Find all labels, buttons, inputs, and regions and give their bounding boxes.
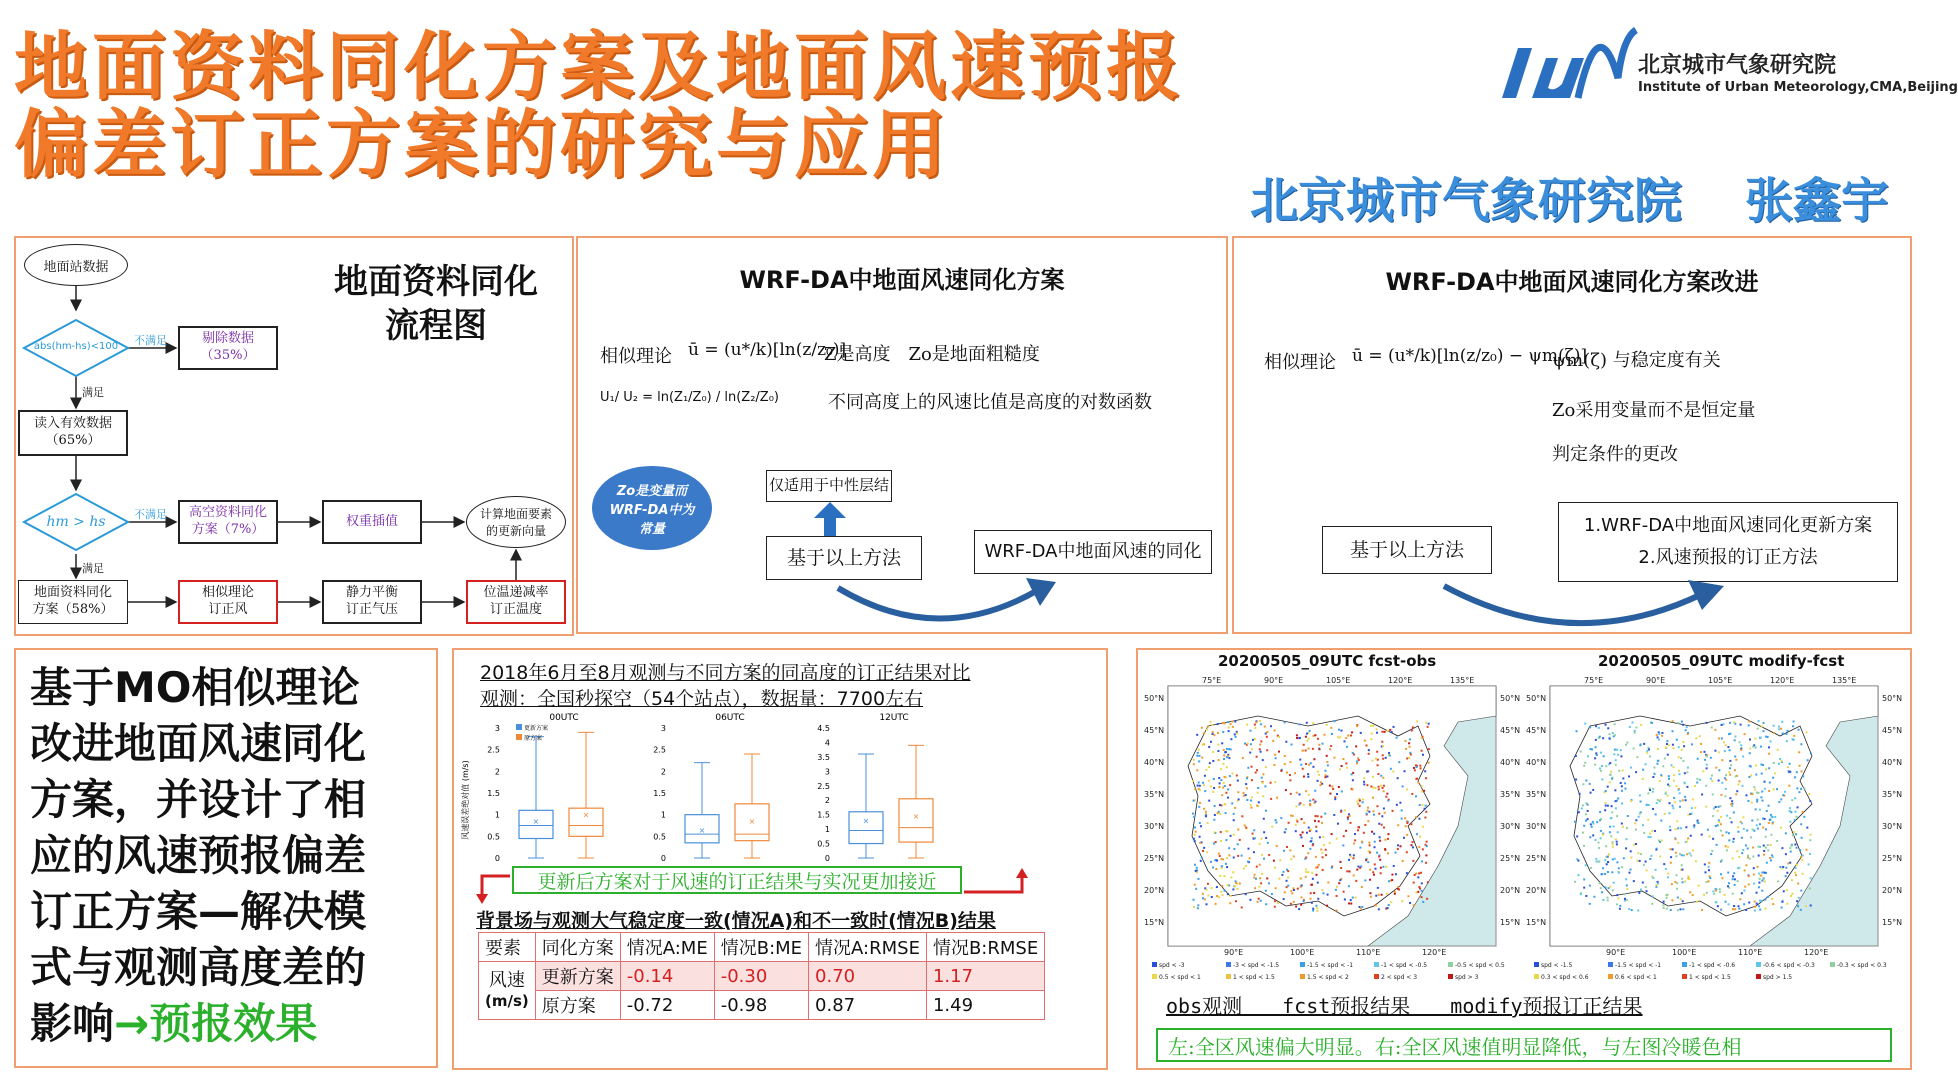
map-right-lat-tick: 35°N	[1882, 790, 1903, 799]
boxplot-mean-marker: ×	[862, 816, 870, 826]
boxplot-ytick: 2	[660, 767, 666, 777]
map-left-lat-tick: 45°N	[1526, 726, 1547, 735]
table-header-cell: 情况B:ME	[714, 933, 808, 962]
boxplot-ytick: 0	[494, 854, 500, 863]
map-legend-item: -1.5 < spd < -1	[1300, 962, 1353, 969]
boxplot-mean-marker: ×	[582, 810, 590, 820]
flow-start: 地面站数据	[24, 244, 128, 286]
table-row	[479, 962, 1045, 991]
table-cell: 原方案	[535, 991, 620, 1020]
map-legend-item: -1.5 < spd < -1	[1608, 962, 1661, 969]
wrf-z-desc: Z是高度 Zo是地面粗糙度	[824, 344, 1040, 365]
map-right-lat-tick: 25°N	[1882, 854, 1903, 863]
map-legend-item: 2 < spd < 3	[1374, 974, 1417, 981]
map-left-lat-tick: 40°N	[1144, 758, 1165, 767]
table-row	[479, 991, 1045, 1020]
institute-logo	[1488, 18, 1958, 128]
ium-logo-icon	[1488, 18, 1638, 128]
improve-title: WRF-DA中地面风速同化方案改进	[1385, 268, 1759, 296]
map1-title: 20200505_09UTC fcst-obs	[1218, 652, 1437, 670]
wrf-theory-label: 相似理论	[600, 346, 672, 367]
boxplot-ytick: 2.5	[487, 745, 500, 755]
map-top-tick: 75°E	[1202, 676, 1222, 685]
map-right-lat-tick: 50°N	[1500, 694, 1521, 703]
boxplot-ytick: 2	[824, 796, 830, 806]
wrf-scheme-panel	[576, 236, 1228, 634]
boxplot-ytick: 2.5	[653, 745, 666, 755]
boxplot-ytick: 2.5	[817, 781, 830, 791]
map-legend-item: spd > 3	[1448, 974, 1478, 981]
compare-note: 更新后方案对于风速的订正结果与实况更加接近	[512, 866, 962, 894]
flow-no-2: 不满足	[134, 508, 167, 521]
table-header-cell: 情况A:ME	[620, 933, 714, 962]
boxplot-ytick: 4	[824, 738, 830, 748]
summary-line: 式与观测高度差的	[30, 943, 367, 992]
map-top-tick: 105°E	[1708, 676, 1733, 685]
summary-line: 应的风速预报偏差	[30, 831, 367, 880]
curved-arrow-icon-2	[1434, 572, 1734, 634]
boxplot-chart	[454, 710, 1106, 870]
legend-swatch	[516, 724, 522, 730]
table-header-cell: 情况A:RMSE	[809, 933, 927, 962]
wrf-scheme-title: WRF-DA中地面风速同化方案	[739, 266, 1065, 294]
curved-arrow-icon	[828, 568, 1068, 632]
map-left-lat-tick: 30°N	[1526, 822, 1547, 831]
map-left-lat-tick: 25°N	[1144, 854, 1165, 863]
wrf-based-box: 基于以上方法	[766, 536, 922, 580]
boxplot-panel-title: 12UTC	[879, 713, 909, 723]
map-right-lat-tick: 35°N	[1500, 790, 1521, 799]
summary-text	[30, 660, 366, 1052]
boxplot-mean-marker: ×	[748, 817, 756, 827]
improve-based-box: 基于以上方法	[1322, 526, 1492, 574]
author-institute: 北京城市气象研究院	[1250, 173, 1683, 229]
map-right-lat-tick: 15°N	[1500, 918, 1521, 927]
map-left-lat-tick: 35°N	[1526, 790, 1547, 799]
improve-cond-desc: 判定条件的更改	[1552, 444, 1678, 465]
map-legend-item: -0.5 < spd < 0.5	[1448, 962, 1505, 969]
logo-name-en: Institute of Urban Meteorology,CMA,Beijing	[1638, 80, 1958, 95]
wrf-improve-panel	[1232, 236, 1912, 634]
wrf-ratio: U₁/ U₂ = ln(Z₁/Z₀) / ln(Z₂/Z₀)	[600, 390, 779, 405]
table-cell: 0.87	[809, 991, 927, 1020]
map-legend-item: spd < -3	[1152, 962, 1185, 969]
flowchart-title: 地面资料同化 流程图	[334, 262, 538, 347]
boxplot-mean-marker: ×	[912, 812, 920, 822]
map-left-lat-tick: 50°N	[1526, 694, 1547, 703]
boxplot-panel-title: 00UTC	[549, 713, 579, 723]
flow-upper-box: 高空资料同化 方案（7%）	[178, 500, 278, 544]
boxplot-panel-title: 06UTC	[715, 713, 745, 723]
flow-yes-1: 满足	[82, 386, 104, 399]
boxplot-ytick: 4.5	[817, 724, 830, 733]
boxplot-ytick: 0	[660, 854, 666, 863]
maps-panel	[1136, 648, 1912, 1070]
map-left-lat-tick: 20°N	[1144, 886, 1165, 895]
map1-legend	[1152, 962, 1522, 990]
map-top-tick: 75°E	[1584, 676, 1604, 685]
results-table	[478, 932, 1045, 1020]
map-legend-item: 1 < spd < 1.5	[1682, 974, 1731, 981]
map-legend-item: spd > 1.5	[1756, 974, 1792, 981]
boxplot-ytick: 1.5	[653, 789, 666, 798]
map-left-lat-tick: 30°N	[1144, 822, 1165, 831]
table-cell: 0.70	[809, 962, 927, 991]
map-right-lat-tick: 40°N	[1500, 758, 1521, 767]
map-left-lat-tick: 15°N	[1144, 918, 1165, 927]
boxplot-ytick: 3.5	[817, 752, 830, 762]
summary-line-last: 影响→预报效果	[30, 999, 318, 1048]
map-right-lat-tick: 30°N	[1882, 822, 1903, 831]
map2-title: 20200505_09UTC modify-fcst	[1598, 652, 1845, 670]
map-bottom-tick: 90°E	[1606, 948, 1626, 957]
map-legend-item: -0.3 < spd < 0.3	[1830, 962, 1887, 969]
map-left-lat-tick: 40°N	[1526, 758, 1547, 767]
flow-remove-box: 剔除数据 （35%）	[178, 326, 278, 370]
summary-line: 基于MO相似理论	[30, 663, 360, 712]
map-right-lat-tick: 30°N	[1500, 822, 1521, 831]
map-legend-item: -3 < spd < -1.5	[1226, 962, 1279, 969]
wrf-result-box: WRF-DA中地面风速的同化	[974, 530, 1212, 574]
legend-label: 原方案	[524, 735, 543, 742]
table-cell: 1.17	[926, 962, 1044, 991]
comparison-panel	[452, 648, 1108, 1070]
map-legend-item: 0.5 < spd < 1	[1152, 974, 1201, 981]
table-cell: -0.30	[714, 962, 808, 991]
improve-z0-desc: Zo采用变量而不是恒定量	[1552, 400, 1756, 421]
improve-psi-desc: ψm(ζ) 与稳定度有关	[1552, 350, 1721, 371]
map-top-tick: 135°E	[1450, 676, 1475, 685]
map-top-tick: 90°E	[1264, 676, 1284, 685]
map-legend-item: -0.6 < spd < -0.3	[1756, 962, 1815, 969]
map-top-tick: 120°E	[1388, 676, 1413, 685]
map-right-lat-tick: 20°N	[1882, 886, 1903, 895]
map-right-lat-tick: 45°N	[1500, 726, 1521, 735]
flow-valid-box: 读入有效数据 （65%）	[18, 410, 128, 456]
compare-head-1: 2018年6月至8月观测与不同方案的同高度的订正结果对比	[480, 662, 971, 684]
flow-surface-box: 地面资料同化 方案（58%）	[18, 580, 128, 624]
map-bottom-tick: 100°E	[1672, 948, 1697, 957]
map-caption: obs观测 fcst预报结果 modify预报订正结果	[1166, 994, 1643, 1018]
map-left-lat-tick: 45°N	[1144, 726, 1165, 735]
legend-label: 更新方案	[524, 725, 549, 732]
compare-head-2: 观测：全国秒探空（54个站点），数据量：7700左右	[480, 688, 924, 710]
boxplot-ylabel: 风速误差绝对值 (m/s)	[461, 760, 470, 840]
map-legend-item: -1 < spd < -0.5	[1374, 962, 1427, 969]
table-cell: -0.14	[620, 962, 714, 991]
boxplot-ytick: 0.5	[817, 839, 830, 849]
boxplot-ytick: 0.5	[653, 832, 666, 842]
up-arrow-icon	[810, 502, 850, 538]
improve-result-box: 1.WRF-DA中地面风速同化更新方案 2.风速预报的订正方法	[1558, 502, 1898, 582]
map-legend-item: 1 < spd < 1.5	[1226, 974, 1275, 981]
summary-arrow: →	[114, 999, 150, 1048]
table-title: 背景场与观测大气稳定度一致(情况A)和不一致时(情况B)结果	[476, 910, 996, 932]
map-left-lat-tick: 15°N	[1526, 918, 1547, 927]
table-cell: 1.49	[926, 991, 1044, 1020]
flow-similar-box: 相似理论 订正风	[178, 580, 278, 624]
map-legend-item: 0.6 < spd < 1	[1608, 974, 1657, 981]
map-right-lat-tick: 25°N	[1500, 854, 1521, 863]
title-line-1: 地面资料同化方案及地面风速预报	[14, 24, 1184, 110]
boxplot-ytick: 3	[494, 724, 500, 733]
boxplot-ytick: 2	[494, 767, 500, 777]
table-cell: 更新方案	[535, 962, 620, 991]
boxplot-ytick: 0	[824, 854, 830, 863]
map-right-lat-tick: 15°N	[1882, 918, 1903, 927]
map-right-lat-tick: 50°N	[1882, 694, 1903, 703]
table-header-cell: 要素	[479, 933, 536, 962]
boxplot-ytick: 1.5	[817, 810, 830, 820]
map-left-lat-tick: 50°N	[1144, 694, 1165, 703]
table-header-cell: 同化方案	[535, 933, 620, 962]
map-bottom-tick: 100°E	[1290, 948, 1315, 957]
map-legend-item: 0.3 < spd < 0.6	[1534, 974, 1589, 981]
title-line-2: 偏差订正方案的研究与应用	[14, 102, 950, 188]
improve-theory-label: 相似理论	[1264, 352, 1336, 373]
map-bottom-tick: 120°E	[1422, 948, 1447, 957]
map-bottom-tick: 90°E	[1224, 948, 1244, 957]
flow-lapse-box: 位温递减率 订正温度	[466, 580, 566, 624]
boxplot-ytick: 3	[824, 767, 830, 777]
table-var-cell: 风速 (m/s)	[479, 962, 536, 1020]
legend-swatch	[516, 734, 522, 740]
logo-name-cn: 北京城市气象研究院	[1638, 53, 1837, 78]
flow-no-1: 不满足	[134, 334, 167, 347]
table-header-row	[479, 933, 1045, 962]
map-top-tick: 105°E	[1326, 676, 1351, 685]
map-left-lat-tick: 20°N	[1526, 886, 1547, 895]
map-bottom-tick: 120°E	[1804, 948, 1829, 957]
table-cell: -0.98	[714, 991, 808, 1020]
boxplot-ytick: 1.5	[487, 789, 500, 798]
map-left-lat-tick: 35°N	[1144, 790, 1165, 799]
boxplot-ytick: 1	[660, 810, 666, 820]
wrf-ratio-desc: 不同高度上的风速比值是高度的对数函数	[828, 392, 1152, 413]
boxplot-mean-marker: ×	[698, 825, 706, 835]
map2-legend	[1534, 962, 1904, 990]
flow-incr: 计算地面要素的更新向量	[466, 496, 566, 548]
summary-line: 订正方案—解决模	[30, 887, 367, 936]
map-legend-item: spd < -1.5	[1534, 962, 1572, 969]
author-name: 张鑫宇	[1745, 173, 1890, 229]
flowchart-panel	[14, 236, 574, 636]
wrf-bubble: Zo是变量而WRF-DA中为常量	[592, 466, 712, 550]
map-tick-labels	[1138, 650, 1910, 980]
map-top-tick: 120°E	[1770, 676, 1795, 685]
improve-formula: ū = (u*/k)[ln(z/z₀) − ψm(ζ)]	[1352, 346, 1588, 366]
map-top-tick: 90°E	[1646, 676, 1666, 685]
wrf-formula: ū = (u*/k)[ln(z/z₀)]	[688, 340, 847, 360]
map-legend-item: 1.5 < spd < 2	[1300, 974, 1349, 981]
map-right-lat-tick: 45°N	[1882, 726, 1903, 735]
summary-line: 改进地面风速同化	[30, 719, 367, 768]
wrf-neutral-box: 仅适用于中性层结	[766, 470, 892, 502]
table-header-cell: 情况B:RMSE	[926, 933, 1044, 962]
map-right-lat-tick: 40°N	[1882, 758, 1903, 767]
boxplot-mean-marker: ×	[532, 817, 540, 827]
flow-cond-1: abs(hm-hs)<100	[33, 341, 119, 352]
map-top-tick: 135°E	[1832, 676, 1857, 685]
boxplot-ytick: 1	[824, 825, 830, 835]
map-legend-item: -1 < spd < -0.6	[1682, 962, 1735, 969]
table-cell: -0.72	[620, 991, 714, 1020]
map-right-lat-tick: 20°N	[1500, 886, 1521, 895]
flow-static-box: 静力平衡 订正气压	[322, 580, 422, 624]
red-elbow-arrow-icon-2	[962, 872, 1032, 906]
flow-interp-box: 权重插值	[322, 500, 422, 544]
flow-cond-2: hm > hs	[46, 514, 106, 530]
red-elbow-arrow-icon	[474, 872, 514, 906]
summary-line: 方案，并设计了相	[30, 775, 367, 824]
map-bottom-tick: 110°E	[1356, 948, 1381, 957]
boxplot-ytick: 0.5	[487, 832, 500, 842]
map-bottom-tick: 110°E	[1738, 948, 1763, 957]
summary-result: 预报效果	[149, 999, 318, 1048]
boxplot-ytick: 1	[494, 810, 500, 820]
flow-yes-2: 满足	[82, 562, 104, 575]
map-note: 左:全区风速偏大明显。右:全区风速值明显降低，与左图冷暖色相	[1156, 1028, 1892, 1062]
summary-panel	[14, 648, 438, 1068]
boxplot-ytick: 3	[660, 724, 666, 733]
map-left-lat-tick: 25°N	[1526, 854, 1547, 863]
